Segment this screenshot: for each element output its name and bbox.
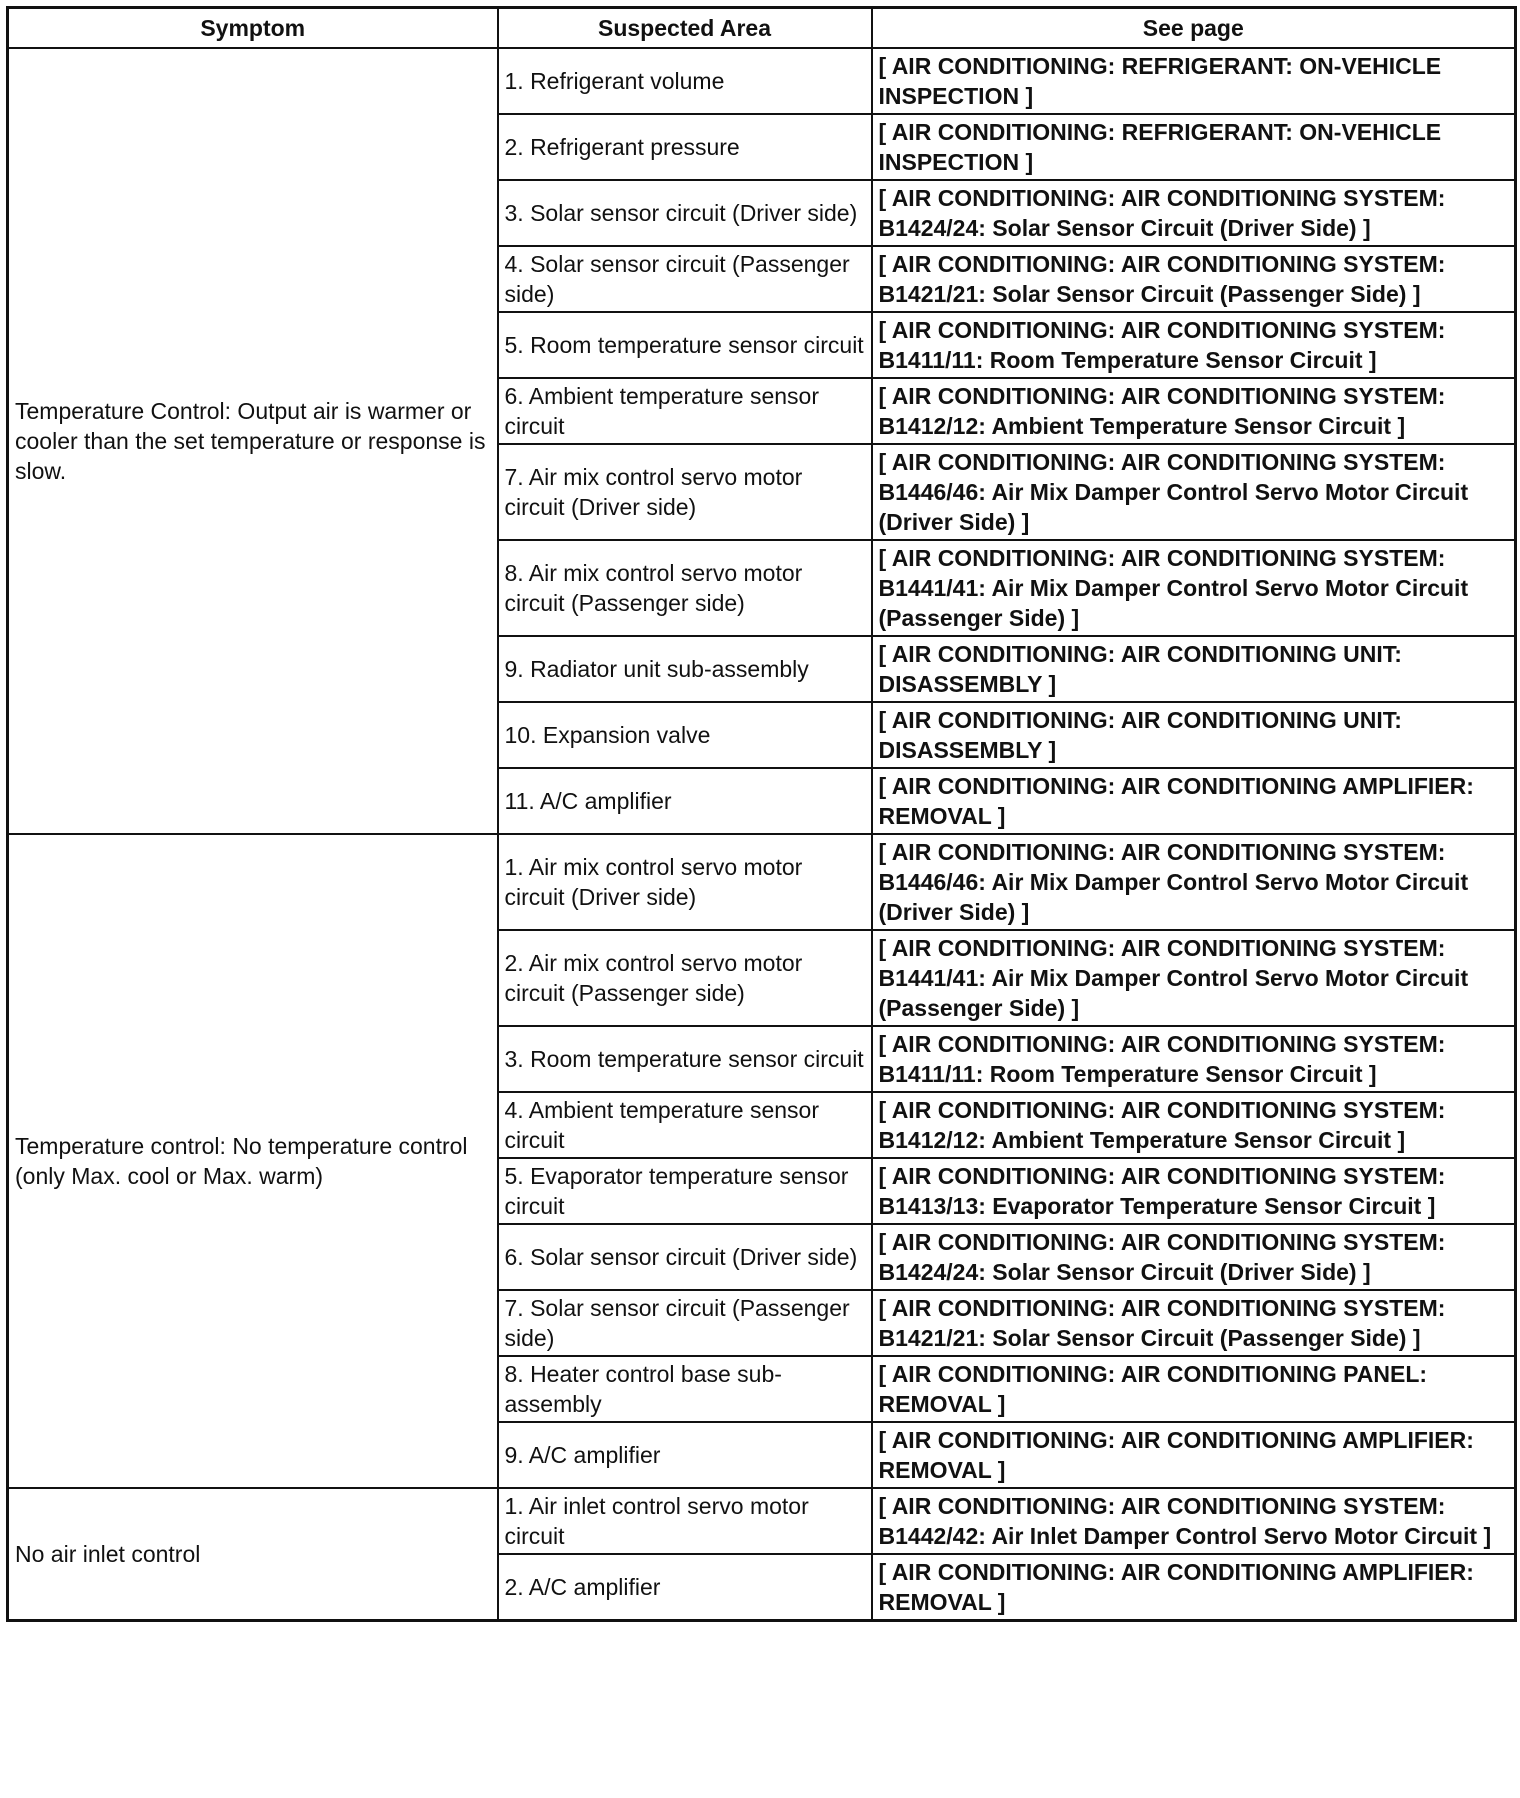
suspected-area-cell: 5. Evaporator temperature sensor circuit <box>498 1158 872 1224</box>
table-row <box>8 48 1516 114</box>
suspected-area-cell: 2. Air mix control servo motor circuit (Passenger side) <box>498 930 872 1026</box>
see-page-link[interactable]: [ AIR CONDITIONING: AIR CONDITIONING AMPLIFIER: REMOVAL ] <box>872 1422 1516 1488</box>
symptom-cell: Temperature control: No temperature control (only Max. cool or Max. warm) <box>8 834 498 1488</box>
see-page-link[interactable]: [ AIR CONDITIONING: AIR CONDITIONING SYSTEM: B1411/11: Room Temperature Sensor Circuit ] <box>872 1026 1516 1092</box>
see-page-link[interactable]: [ AIR CONDITIONING: AIR CONDITIONING SYSTEM: B1421/21: Solar Sensor Circuit (Passenger Side) ] <box>872 246 1516 312</box>
suspected-area-cell: 8. Air mix control servo motor circuit (Passenger side) <box>498 540 872 636</box>
table-row <box>8 1488 1516 1554</box>
see-page-link[interactable]: [ AIR CONDITIONING: AIR CONDITIONING AMPLIFIER: REMOVAL ] <box>872 1554 1516 1621</box>
suspected-area-cell: 3. Room temperature sensor circuit <box>498 1026 872 1092</box>
see-page-link[interactable]: [ AIR CONDITIONING: AIR CONDITIONING SYSTEM: B1411/11: Room Temperature Sensor Circuit ] <box>872 312 1516 378</box>
see-page-link[interactable]: [ AIR CONDITIONING: AIR CONDITIONING SYSTEM: B1424/24: Solar Sensor Circuit (Driver Side) ] <box>872 180 1516 246</box>
suspected-area-cell: 9. Radiator unit sub-assembly <box>498 636 872 702</box>
see-page-link[interactable]: [ AIR CONDITIONING: AIR CONDITIONING UNIT: DISASSEMBLY ] <box>872 702 1516 768</box>
see-page-link[interactable]: [ AIR CONDITIONING: AIR CONDITIONING SYSTEM: B1412/12: Ambient Temperature Sensor Circuit ] <box>872 378 1516 444</box>
see-page-link[interactable]: [ AIR CONDITIONING: AIR CONDITIONING AMPLIFIER: REMOVAL ] <box>872 768 1516 834</box>
header-suspected-area: Suspected Area <box>498 8 872 49</box>
see-page-link[interactable]: [ AIR CONDITIONING: AIR CONDITIONING UNIT: DISASSEMBLY ] <box>872 636 1516 702</box>
suspected-area-cell: 11. A/C amplifier <box>498 768 872 834</box>
see-page-link[interactable]: [ AIR CONDITIONING: REFRIGERANT: ON-VEHICLE INSPECTION ] <box>872 114 1516 180</box>
suspected-area-cell: 2. A/C amplifier <box>498 1554 872 1621</box>
see-page-link[interactable]: [ AIR CONDITIONING: AIR CONDITIONING SYSTEM: B1446/46: Air Mix Damper Control Servo Motor Circuit (Driver Side) ] <box>872 834 1516 930</box>
symptom-cell: Temperature Control: Output air is warmer or cooler than the set temperature or response is slow. <box>8 48 498 834</box>
suspected-area-cell: 1. Air mix control servo motor circuit (Driver side) <box>498 834 872 930</box>
suspected-area-cell: 1. Refrigerant volume <box>498 48 872 114</box>
suspected-area-cell: 6. Solar sensor circuit (Driver side) <box>498 1224 872 1290</box>
symptom-cell: No air inlet control <box>8 1488 498 1621</box>
see-page-link[interactable]: [ AIR CONDITIONING: AIR CONDITIONING PANEL: REMOVAL ] <box>872 1356 1516 1422</box>
suspected-area-cell: 8. Heater control base sub-assembly <box>498 1356 872 1422</box>
suspected-area-cell: 3. Solar sensor circuit (Driver side) <box>498 180 872 246</box>
suspected-area-cell: 10. Expansion valve <box>498 702 872 768</box>
table-row <box>8 834 1516 930</box>
suspected-area-cell: 2. Refrigerant pressure <box>498 114 872 180</box>
table-body <box>8 48 1516 1621</box>
header-row <box>8 8 1516 49</box>
suspected-area-cell: 5. Room temperature sensor circuit <box>498 312 872 378</box>
suspected-area-cell: 7. Solar sensor circuit (Passenger side) <box>498 1290 872 1356</box>
see-page-link[interactable]: [ AIR CONDITIONING: AIR CONDITIONING SYSTEM: B1442/42: Air Inlet Damper Control Servo Motor Circuit ] <box>872 1488 1516 1554</box>
see-page-link[interactable]: [ AIR CONDITIONING: AIR CONDITIONING SYSTEM: B1441/41: Air Mix Damper Control Servo Motor Circuit (Passenger Side) ] <box>872 930 1516 1026</box>
see-page-link[interactable]: [ AIR CONDITIONING: AIR CONDITIONING SYSTEM: B1441/41: Air Mix Damper Control Servo Motor Circuit (Passenger Side) ] <box>872 540 1516 636</box>
see-page-link[interactable]: [ AIR CONDITIONING: REFRIGERANT: ON-VEHICLE INSPECTION ] <box>872 48 1516 114</box>
suspected-area-cell: 7. Air mix control servo motor circuit (Driver side) <box>498 444 872 540</box>
see-page-link[interactable]: [ AIR CONDITIONING: AIR CONDITIONING SYSTEM: B1446/46: Air Mix Damper Control Servo Motor Circuit (Driver Side) ] <box>872 444 1516 540</box>
suspected-area-cell: 6. Ambient temperature sensor circuit <box>498 378 872 444</box>
header-symptom: Symptom <box>8 8 498 49</box>
diagnosis-table <box>6 6 1517 1622</box>
suspected-area-cell: 1. Air inlet control servo motor circuit <box>498 1488 872 1554</box>
header-see-page: See page <box>872 8 1516 49</box>
see-page-link[interactable]: [ AIR CONDITIONING: AIR CONDITIONING SYSTEM: B1424/24: Solar Sensor Circuit (Driver Side) ] <box>872 1224 1516 1290</box>
suspected-area-cell: 4. Solar sensor circuit (Passenger side) <box>498 246 872 312</box>
suspected-area-cell: 4. Ambient temperature sensor circuit <box>498 1092 872 1158</box>
see-page-link[interactable]: [ AIR CONDITIONING: AIR CONDITIONING SYSTEM: B1412/12: Ambient Temperature Sensor Circuit ] <box>872 1092 1516 1158</box>
see-page-link[interactable]: [ AIR CONDITIONING: AIR CONDITIONING SYSTEM: B1421/21: Solar Sensor Circuit (Passenger Side) ] <box>872 1290 1516 1356</box>
suspected-area-cell: 9. A/C amplifier <box>498 1422 872 1488</box>
see-page-link[interactable]: [ AIR CONDITIONING: AIR CONDITIONING SYSTEM: B1413/13: Evaporator Temperature Sensor Circuit ] <box>872 1158 1516 1224</box>
